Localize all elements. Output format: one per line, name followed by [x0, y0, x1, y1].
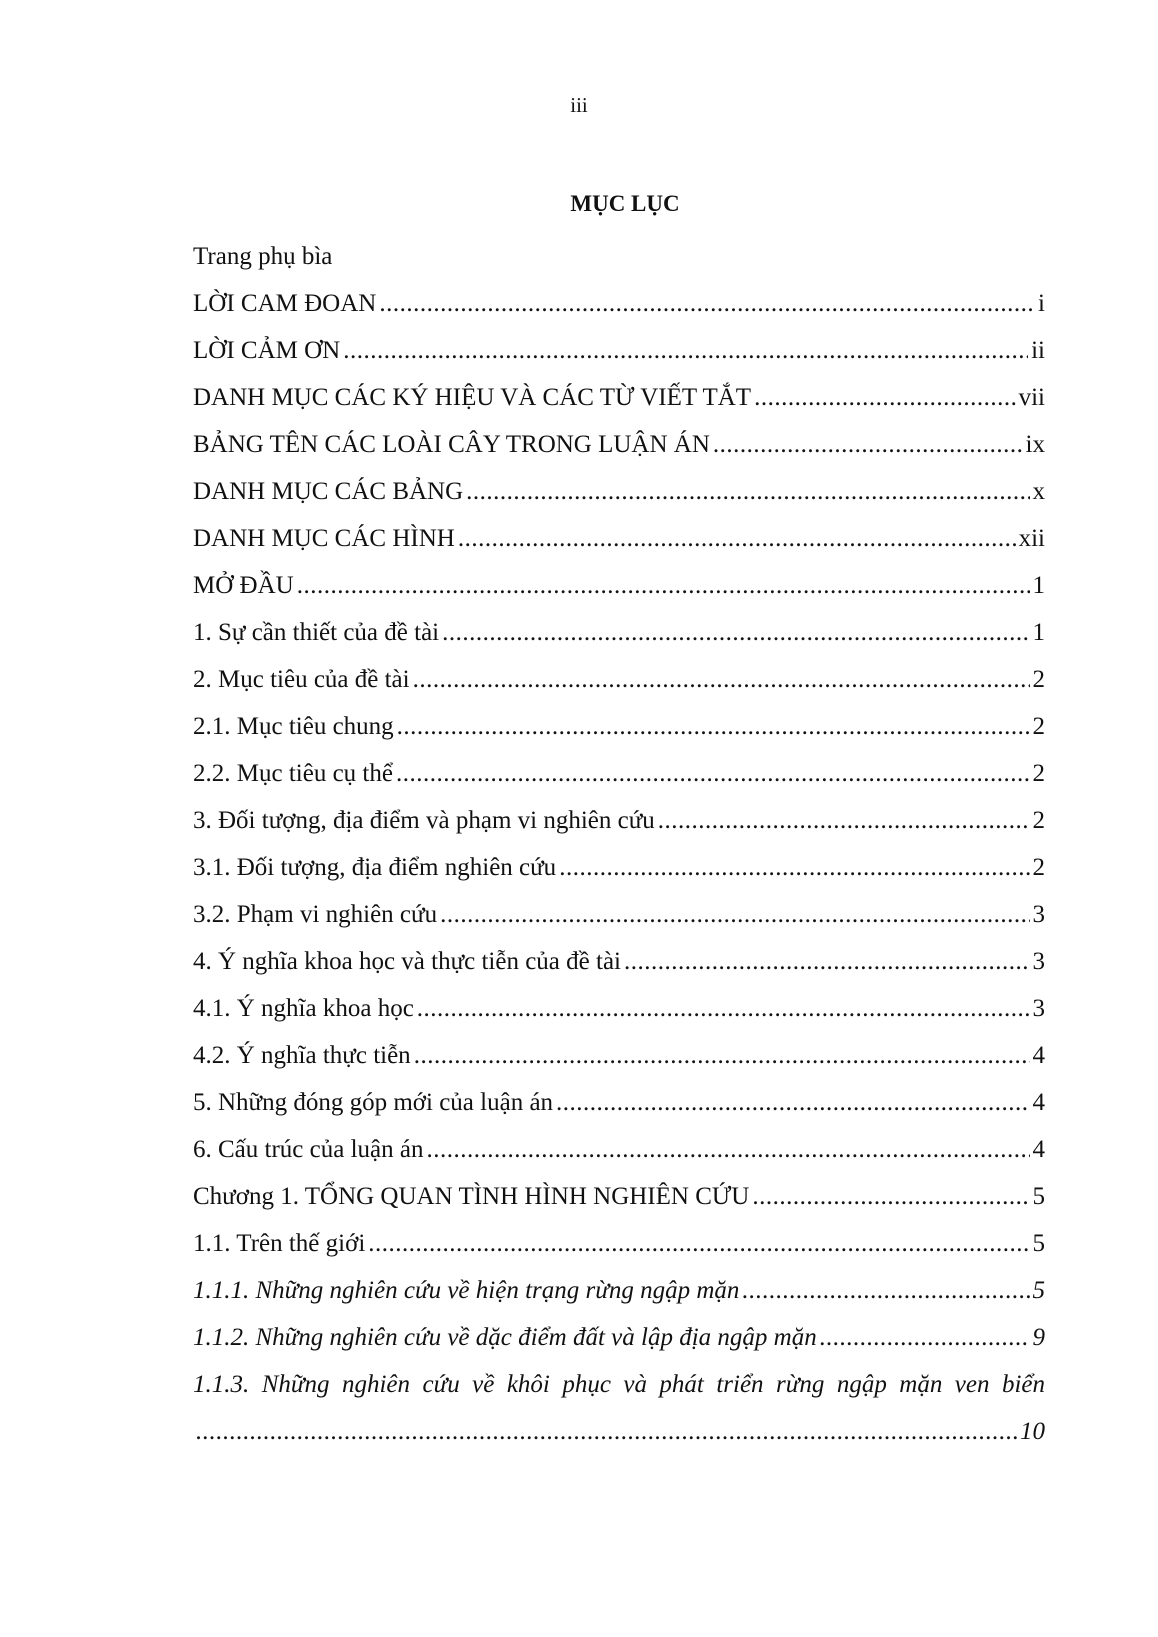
toc-entry	[193, 515, 1045, 562]
toc-entry-text: 3. Đối tượng, địa điểm và phạm vi nghiên cứu	[193, 807, 655, 834]
toc-entry-page: 9	[1032, 1324, 1045, 1351]
toc-entry	[193, 656, 1045, 703]
toc-entry-page: 4	[1032, 1136, 1045, 1163]
toc-entry-page: 2	[1032, 666, 1045, 693]
toc-entry-text: 1.1.1. Những nghiên cứu về hiện trạng rừng ngập mặn	[193, 1277, 740, 1304]
toc-entry-text: 2.1. Mục tiêu chung	[193, 713, 394, 740]
toc-entry-text: 2. Mục tiêu của đề tài	[193, 666, 410, 693]
toc-entry-text: 1.1. Trên thế giới	[193, 1230, 366, 1257]
toc-dot-leader	[413, 656, 1030, 703]
toc-entry-page: 2	[1032, 713, 1045, 740]
toc-entry	[193, 1314, 1045, 1361]
toc-entry-page: 5	[1032, 1230, 1045, 1257]
toc-entry	[193, 844, 1045, 891]
toc-entry	[193, 1267, 1045, 1314]
toc-entry-page: 2	[1032, 854, 1045, 881]
toc-dot-leader	[417, 985, 1030, 1032]
toc-entry	[193, 797, 1045, 844]
toc-entry	[193, 1408, 1045, 1455]
toc-entry-page: 4	[1032, 1042, 1045, 1069]
toc-dot-leader	[556, 1079, 1029, 1126]
toc-entry	[193, 1079, 1045, 1126]
toc-entry-page: 1	[1032, 619, 1045, 646]
toc-entry-text: 3.1. Đối tượng, địa điểm nghiên cứu	[193, 854, 557, 881]
toc-dot-leader	[297, 562, 1030, 609]
toc-entry-page: xii	[1018, 525, 1045, 552]
toc-dot-leader	[397, 703, 1030, 750]
toc-entry-page: 3	[1032, 948, 1045, 975]
toc-title: MỤC LỤC	[570, 191, 680, 216]
toc-entry	[193, 1220, 1045, 1267]
toc-entry-page: x	[1032, 478, 1045, 505]
toc-entry-text: 1.1.3. Những nghiên cứu về khôi phục và phát triển rừng ngập mặn ven biển	[193, 1371, 1045, 1398]
toc-dot-leader	[440, 891, 1029, 938]
toc-dot-leader	[343, 327, 1028, 374]
toc-entry	[193, 1032, 1045, 1079]
toc-dot-leader	[442, 609, 1029, 656]
toc-entry-page: 5	[1032, 1277, 1045, 1304]
toc-dot-leader	[368, 1220, 1029, 1267]
toc-entry	[193, 280, 1045, 327]
toc-entry	[193, 327, 1045, 374]
toc-entry-text: 4.1. Ý nghĩa khoa học	[193, 995, 414, 1022]
toc-entry-text: DANH MỤC CÁC KÝ HIỆU VÀ CÁC TỪ VIẾT TẮT	[193, 384, 752, 411]
toc-dot-leader	[414, 1032, 1030, 1079]
page-number: iii	[570, 93, 588, 117]
toc-entry-text: Chương 1. TỔNG QUAN TÌNH HÌNH NGHIÊN CỨU	[193, 1183, 750, 1210]
toc-entry	[193, 468, 1045, 515]
toc-entry-page: 2	[1032, 807, 1045, 834]
toc-entry-text: 3.2. Phạm vi nghiên cứu	[193, 901, 438, 928]
toc-dot-leader	[754, 374, 1016, 421]
toc-entry	[193, 703, 1045, 750]
toc-entry-page: 5	[1032, 1183, 1045, 1210]
toc-entry-text: LỜI CAM ĐOAN	[193, 290, 377, 317]
toc-entry-text: Trang phụ bìa	[193, 243, 333, 270]
toc-entry-page: 2	[1032, 760, 1045, 787]
toc-dot-leader	[458, 515, 1016, 562]
toc-entry-text: DANH MỤC CÁC HÌNH	[193, 525, 455, 552]
toc-dot-leader	[820, 1314, 1030, 1361]
toc-entry	[193, 421, 1045, 468]
toc-entry-page: 3	[1032, 995, 1045, 1022]
toc-entry	[193, 1126, 1045, 1173]
toc-entry-text: LỜI CẢM ƠN	[193, 337, 341, 364]
toc-dot-leader	[396, 750, 1030, 797]
toc-entry	[193, 233, 1045, 280]
toc-dot-leader	[752, 1173, 1029, 1220]
toc-entry-page: ii	[1031, 337, 1045, 364]
toc-entry	[193, 1173, 1045, 1220]
toc-entry-text: DANH MỤC CÁC BẢNG	[193, 478, 464, 505]
toc-entry-text: 5. Những đóng góp mới của luận án	[193, 1089, 554, 1116]
toc-entry-text: 4.2. Ý nghĩa thực tiễn	[193, 1042, 411, 1069]
toc-entry	[193, 938, 1045, 985]
toc-entry-text: 4. Ý nghĩa khoa học và thực tiễn của đề tài	[193, 948, 621, 975]
table-of-contents	[193, 233, 1045, 1455]
toc-entry	[193, 891, 1045, 938]
toc-entry	[193, 374, 1045, 421]
toc-entry-page: ix	[1025, 431, 1045, 458]
toc-dot-leader	[624, 938, 1030, 985]
toc-entry-text: 1. Sự cần thiết của đề tài	[193, 619, 440, 646]
toc-entry-text: MỞ ĐẦU	[193, 572, 294, 599]
toc-entry	[193, 1361, 1045, 1408]
toc-entry	[193, 609, 1045, 656]
toc-entry-text: BẢNG TÊN CÁC LOÀI CÂY TRONG LUẬN ÁN	[193, 431, 710, 458]
toc-entry-text: 1.1.2. Những nghiên cứu về dặc điểm đất và lập địa ngập mặn	[193, 1324, 817, 1351]
toc-dot-leader	[379, 280, 1035, 327]
toc-entry-page: 1	[1032, 572, 1045, 599]
toc-dot-leader	[559, 844, 1029, 891]
toc-entry	[193, 562, 1045, 609]
toc-dot-leader	[658, 797, 1030, 844]
toc-dot-leader	[466, 468, 1029, 515]
toc-entry-page: 10	[1020, 1418, 1045, 1445]
toc-entry-text: 6. Cấu trúc của luận án	[193, 1136, 424, 1163]
toc-dot-leader	[742, 1267, 1029, 1314]
toc-entry-page: 3	[1032, 901, 1045, 928]
toc-entry	[193, 750, 1045, 797]
toc-entry	[193, 985, 1045, 1032]
toc-entry-page: vii	[1018, 384, 1045, 411]
toc-entry-page: 4	[1032, 1089, 1045, 1116]
toc-entry-text: 2.2. Mục tiêu cụ thể	[193, 760, 393, 787]
toc-dot-leader	[196, 1408, 1017, 1455]
toc-dot-leader	[713, 421, 1023, 468]
toc-dot-leader	[426, 1126, 1029, 1173]
toc-entry-page: i	[1038, 290, 1045, 317]
